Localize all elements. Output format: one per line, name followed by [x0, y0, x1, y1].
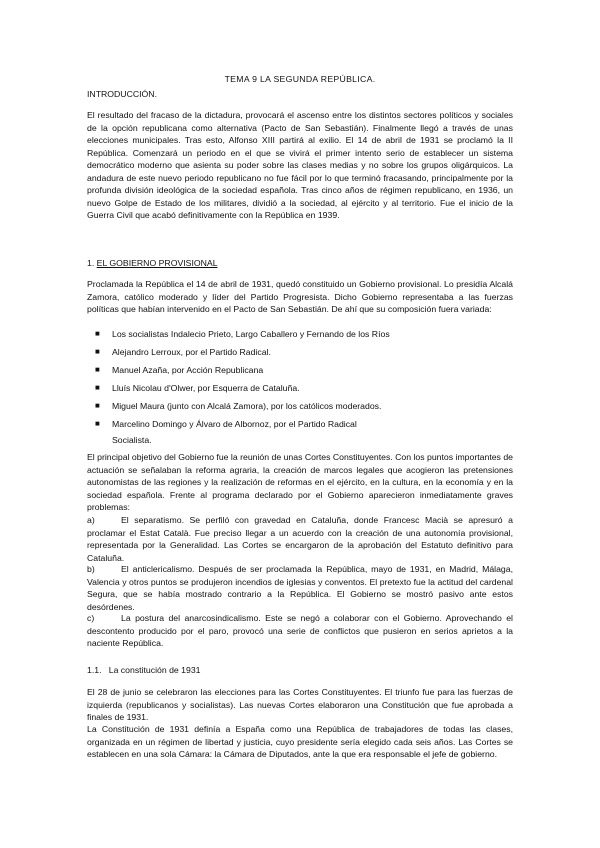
- bullet-icon: ■: [95, 329, 100, 338]
- item-text: El anticlericalismo. Después de ser proclamada la República, mayo de 1931, en Madrid, Málaga, Valencia y otros puntos se produjeron incendios de iglesias y conventos. El pretexto fue la actitud del cardenal Segura, que se había mostrado contrario a la República. El Gobierno se mostró pasivo ante estos desórdenes.: [87, 564, 513, 612]
- section-number: 1.: [87, 258, 95, 268]
- item-text: El separatismo. Se perfiló con gravedad en Cataluña, donde Francesc Macià se apresuró a proclamar el Estat Català. Fue preciso llegar a un acuerdo con la creación de una autonomía provisional, representada por la Generalidad. Las Cortes se encargaron de la aprobación del Estatuto definitivo para Cataluña.: [87, 515, 513, 563]
- problem-item-b: [87, 563, 513, 613]
- problem-item-a: [87, 514, 513, 564]
- subsection-paragraph-1: El 28 de junio se celebraron las elecciones para las Cortes Constituyentes. El triunfo fue para las fuerzas de izquierda (republicanos y socialistas). Las nuevas Cortes elaboraron una Constitución que fue aprobada a finales de 1931.: [87, 687, 513, 722]
- item-text: La postura del anarcosindicalismo. Este se negó a colaborar con el Gobierno. Aprovechando el descontento producido por el paro, provocó una serie de conflictos que pusieron en serios aprietos a la naciente República.: [87, 613, 513, 648]
- section-paragraph-2: El principal objetivo del Gobierno fue la reunión de unas Cortes Constituyentes. Con los puntos importantes de actuación se señalaban la reforma agraria, la creación de marcos legales que acogieron las pretensiones autonomistas de las regiones y la realización de reformas en el ejército, en la cultura, en la economía y en la sociedad española. Frente al programa declarado por el Gobierno aparecieron inmediatamente graves problemas:: [87, 452, 513, 512]
- document-title: TEMA 9 LA SEGUNDA REPÚBLICA.: [224, 74, 376, 84]
- intro-heading: INTRODUCCIÓN.: [87, 89, 157, 99]
- bullet-icon: ■: [95, 383, 100, 392]
- problem-item-c: [87, 612, 513, 650]
- section-heading: [87, 258, 218, 268]
- intro-paragraph: El resultado del fracaso de la dictadura, provocará el ascenso entre los distintos sectores políticos y sociales de la opción republicana como alternativa (Pacto de San Sebastián). Finalmente llegó a través de unas elecciones municipales. Tras esto, Alfonso XIII partirá al exilio. El 14 de abril de 1931 se proclamó la II República. Comenzará un periodo en el que se vivirá el primer intento serio de establecer un sistema democrático moderno que asienta su poder sobre las clases medias y no sobre los grupos oligárquicos. La andadura de este nuevo periodo republicano no fue fácil por lo que terminó fracasando, principalmente por la profunda división ideológica de la sociedad española. Tras cinco años de régimen republicano, en 1936, un nuevo Golpe de Estado de los militares, dividió a la sociedad, al ejército y al territorio. Fue el inicio de la Guerra Civil que acabó definitivamente con la República en 1939.: [87, 110, 513, 220]
- subsection-heading: 1.1. La constitución de 1931: [87, 665, 201, 675]
- bullet-icon: ■: [95, 347, 100, 356]
- bullet-icon: ■: [95, 365, 100, 374]
- document-page: TEMA 9 LA SEGUNDA REPÚBLICA. INTRODUCCIÓN. El resultado del fracaso de la dictadura, provocará el ascenso entre los distintos sectores políticos y sociales de la opción republicana como alternativa (Pacto de San Sebastián). Finalmente llegó a través de unas elecciones municipales. Tras esto, Alfonso XIII partirá al exilio. El 14 de abril de 1931 se proclamó la II República. Comenzará un periodo en el que se vivirá el primer intento serio de establecer un sistema democrático moderno que asienta su poder sobre las clases medias y no sobre los grupos oligárquicos. La andadura de este nuevo periodo republicano no fue fácil por lo que terminó fracasando, principalmente por la profunda división ideológica de la sociedad española. Tras cinco años de régimen republicano, en 1936, un nuevo Golpe de Estado de los militares, dividió a la sociedad, al ejército y al territorio. Fue el inicio de la Guerra Civil que acabó definitivamente con la República en 1939. 1. EL GOBIERNO PROVISIONAL Proclamada la República el 14 de abril de 1931, quedó constituido un Gobierno provisional. Lo presidía Alcalá Zamora, católico moderado y líder del Partido Progresista. Dicho Gobierno representaba a las fuerzas políticas que habían intervenido en el Pacto de San Sebastián. De ahí que su composición fuera variada: ■ Los socialistas Indalecio Prieto, Largo Caballero y Fernando de los Ríos ■ Alejandro Lerroux, por el Partido Radical. ■ Manuel Azaña, por Acción Republicana ■ Lluís Nicolau d'Olwer, por Esquerra de Cataluña. ■ Miguel Maura (junto con Alcalá Zamora), por los católicos moderados. ■ Marcelino Domingo y Álvaro de Albornoz, por el Partido Radical Socialista. El principal objetivo del Gobierno fue la reunión de unas Cortes Constituyentes. Con los puntos importantes de actuación se señalaban la reforma agraria, la creación de marcos legales que acogieron las pretensiones autonomistas de las regiones y la realización de reformas en el ejército, en la cultura, en la economía y en la sociedad española. Frente al programa declarado por el Gobierno aparecieron inmediatamente graves problemas: a) El separatismo. Se perfiló con gravedad en Cataluña, donde Francesc Macià se apresuró a proclamar el Estat Català. Fue preciso llegar a un acuerdo con la creación de una autonomía provisional, representada por la Generalidad. Las Cortes se encargaron de la aprobación del Estatuto definitivo para Cataluña. b) El anticlericalismo. Después de ser proclamada la República, mayo de 1931, en Madrid, Málaga, Valencia y otros puntos se produjeron incendios de iglesias y conventos. El pretexto fue la actitud del cardenal Segura, que se había mostrado contrario a la República. El Gobierno se mostró pasivo ante estos desórdenes. c) La postura del anarcosindicalismo. Este se negó a colaborar con el Gobierno. Aprovechando el descontento producido por el paro, provocó una serie de conflictos que pusieron en serios aprietos a la naciente República. 1.1. La constitución de 1931 El 28 de junio se celebraron las elecciones para las Cortes Constituyentes. El triunfo fue para las fuerzas de izquierda (republicanos y socialistas). Las nuevas Cortes elaboraron una Constitución que fue aprobada a finales de 1931. La Constitución de 1931 definía a España como una República de trabajadores de todas las clases, organizada en un régimen de libertad y justicia, cuyo presidente sería elegido cada seis años. Las Cortes se establecen en una sola Cámara: la Cámara de Diputados, ante la que era responsable el jefe de gobierno.: [0, 0, 600, 848]
- item-label: c): [87, 613, 95, 623]
- subsection-paragraph-2: La Constitución de 1931 definía a España como una República de trabajadores de todas las clases, organizada en un régimen de libertad y justicia, cuyo presidente sería elegido cada seis años. Las Cortes se establecen en una sola Cámara: la Cámara de Diputados, ante la que era responsable el jefe de gobierno.: [87, 724, 513, 759]
- bullet-icon: ■: [95, 419, 100, 428]
- item-label: b): [87, 564, 95, 574]
- item-label: a): [87, 515, 95, 525]
- section-paragraph-1: Proclamada la República el 14 de abril de 1931, quedó constituido un Gobierno provisional. Lo presidía Alcalá Zamora, católico moderado y líder del Partido Progresista. Dicho Gobierno representaba a las fuerzas políticas que habían intervenido en el Pacto de San Sebastián. De ahí que su composición fuera variada:: [87, 279, 513, 314]
- section-title: EL GOBIERNO PROVISIONAL: [96, 258, 218, 268]
- bullet-icon: ■: [95, 401, 100, 410]
